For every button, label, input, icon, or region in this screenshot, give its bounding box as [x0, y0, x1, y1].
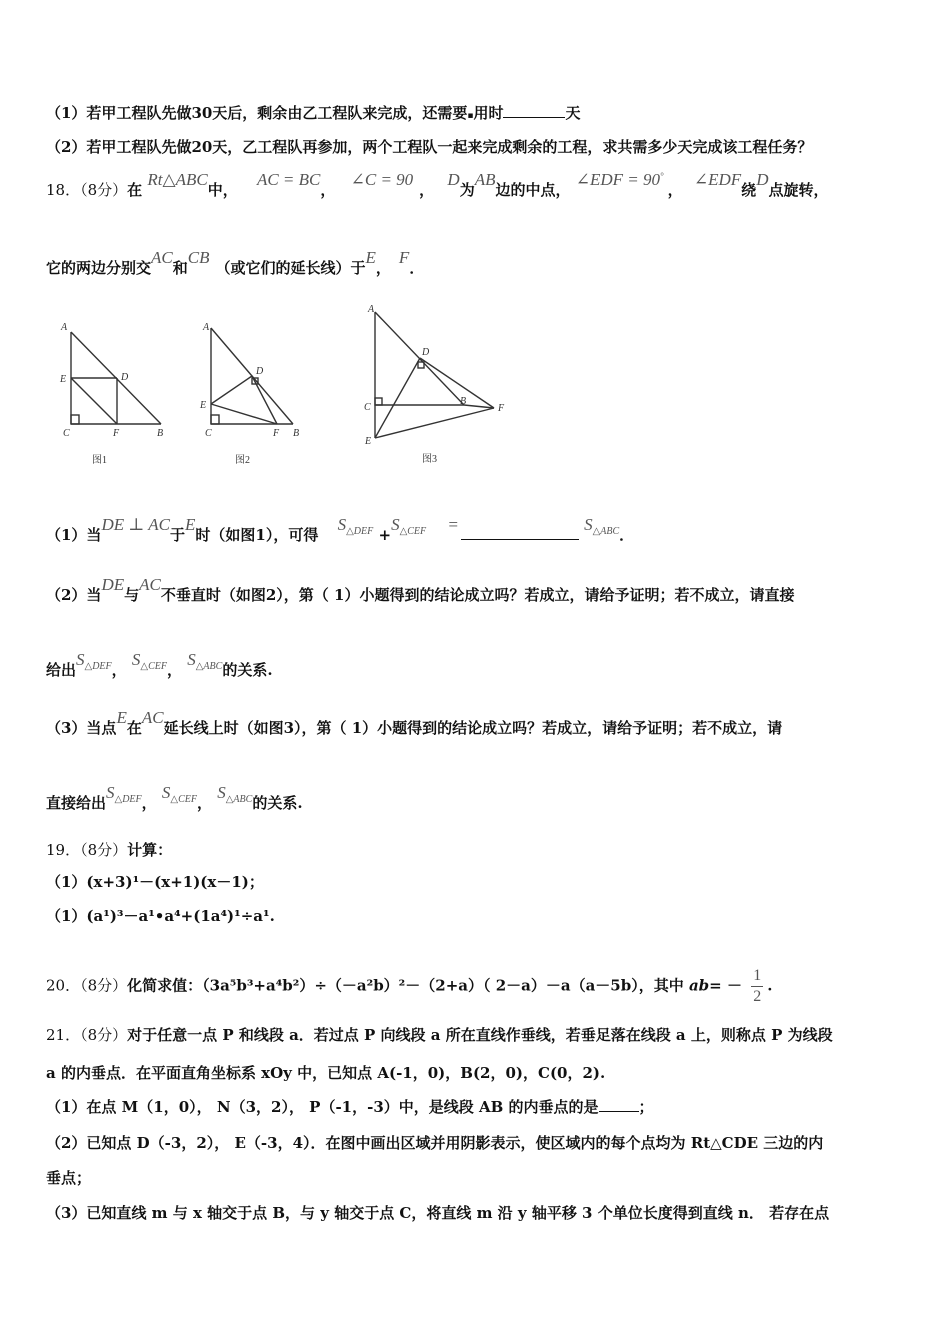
- svg-text:F: F: [113, 428, 120, 439]
- figure-2: [195, 320, 315, 470]
- svg-text:图2: 图2: [235, 455, 250, 466]
- svg-text:D: D: [256, 366, 264, 377]
- q21-stem-line1: 21．（8分）对于任意一点 P 和线段 a．若过点 P 向线段 a 所在直线作垂线，若垂足落在线段 a 上，则称点 P 为线段: [46, 1026, 833, 1044]
- svg-text:图1: 图1: [92, 455, 107, 466]
- q21-stem-line2: a 的内垂点．在平面直角坐标系 xOy 中，已知点 A(-1，0)，B(2，0)，C(0，2).: [46, 1064, 606, 1082]
- svg-text:E: E: [60, 374, 67, 385]
- svg-text:F: F: [498, 403, 505, 414]
- q18-sub3-line1: （3）当点E在AC延长线上时（如图3），第（ 1）小题得到的结论成立吗？若成立，请给予证明；若不成立，请: [46, 708, 783, 737]
- svg-text:C: C: [364, 402, 371, 413]
- figure-3: [360, 300, 520, 470]
- q18-sub2-line2: 给出$S^{\triangle DEF}$， $S^{\triangle CEF}$， $S^{\triangle ABC}$的关系.: [46, 650, 273, 679]
- answer-blank[interactable]: [461, 525, 579, 540]
- svg-text:C: C: [205, 428, 212, 439]
- svg-text:A: A: [203, 322, 210, 333]
- q17-part2: （2）若甲工程队先做20天，乙工程队再参加，两个工程队一起来完成剩余的工程，求共需多少天完成该工程任务？: [46, 138, 813, 156]
- q21-part2-line2: 垂点；: [46, 1169, 92, 1187]
- svg-text:图3: 图3: [422, 454, 437, 465]
- answer-blank[interactable]: [599, 1097, 639, 1112]
- svg-text:C: C: [63, 428, 70, 439]
- q19-title: 19．（8分）计算：: [46, 841, 173, 859]
- figure-1: [55, 320, 175, 470]
- fraction: $\frac{1}{2}$: [753, 967, 762, 1005]
- svg-text:B: B: [157, 428, 164, 439]
- q21-part1: （1）在点 M（1，0）， N（3，2）， P（-1，-3）中，是线段 AB 的内垂点的是 ；: [46, 1098, 654, 1116]
- svg-text:E: E: [200, 400, 207, 411]
- q19-part1: （1）(x+3)¹－(x+1)(x－1)；: [46, 873, 264, 891]
- svg-text:D: D: [121, 372, 129, 383]
- q18-sub1: （1）当DE ⊥ AC于E时（如图1），可得 $S^{\triangle DEF} +S^{\triangle CEF} = S^{\triangle ABC}$．: [46, 515, 635, 544]
- svg-text:F: F: [273, 428, 280, 439]
- q18-stem-line1: 18．（8分）在 Rt△ABC中， AC = BC， ∠C = 90， D为AB边的中点， ∠EDF = 90°， ∠EDF绕D点旋转，: [46, 170, 829, 199]
- svg-text:D: D: [422, 347, 430, 358]
- svg-text:E: E: [365, 436, 372, 447]
- q21-part3: （3）已知直线 m 与 x 轴交于点 B，与 y 轴交于点 C，将直线 m 沿 y 轴平移 3 个单位长度得到直线 n． 若存在点: [46, 1204, 830, 1222]
- q19-part2: （1）(a¹)³－a¹•a⁴+(1a⁴)¹÷a¹.: [46, 907, 275, 925]
- q18-sub3-line2: 直接给出$S^{\triangle DEF}$， $S^{\triangle CEF}$， $S^{\triangle ABC}$的关系.: [46, 783, 303, 812]
- q21-part2-line1: （2）已知点 D（-3，2）， E（-3，4）．在图中画出区域并用阴影表示，使区域内的每个点均为 Rt△CDE 三边的内: [46, 1134, 824, 1152]
- svg-text:A: A: [61, 322, 68, 333]
- q17-part1: （1）若甲工程队先做30天后，剩余由乙工程队来完成，还需要▪用时 天: [46, 104, 581, 122]
- q20-stem: 20．（8分）化简求值：（3a⁵b³+a⁴b²）÷（－a²b）²－（2+a）（ 2－a）－a（a－5b），其中 ab= － $\frac{1}{2}$ .: [46, 967, 773, 1005]
- answer-blank[interactable]: [503, 103, 565, 118]
- q18-sub2-line1: （2）当DE与AC不垂直时（如图2），第（ 1）小题得到的结论成立吗？若成立，请给予证明；若不成立，请直接: [46, 575, 795, 604]
- svg-text:A: A: [368, 304, 375, 315]
- q18-stem-line2: 它的两边分别交AC和CB（或它们的延长线）于E，F．: [46, 248, 425, 277]
- svg-text:B: B: [460, 396, 467, 407]
- svg-text:B: B: [293, 428, 300, 439]
